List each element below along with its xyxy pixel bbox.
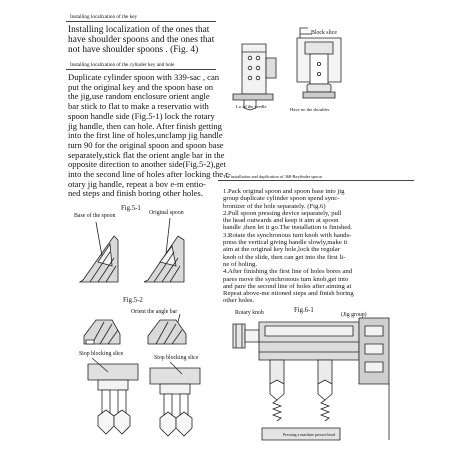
fig-5-1-title: Fig.5-1 (121, 205, 141, 212)
stop-blocking-left-label: Stop blocking slice (79, 351, 124, 357)
rotary-knob-label: Rotary knob (235, 310, 264, 316)
jig-group-label: (Jig group) (341, 312, 367, 318)
jig-machine (233, 318, 389, 440)
key-localization-text: Installing localization of the ones that have shoulder spoons and the ones that not have shoulder spoons . (Fig. 4) (68, 25, 215, 56)
fig-5-2-title: Fig.5-2 (123, 297, 143, 304)
duplication-heading: The installation and duplication of 368-Reyfinder spoon (223, 174, 322, 179)
fig-6-1-title: Fig.6-1 (294, 307, 314, 314)
base-of-spoon-label: Base of the spoon (74, 213, 116, 219)
duplication-text: 1.Pack original spoon and spoon base into jig group duplicate cylinder spoon spend sync- bronizer of the hole separately. (Fig.6) 2.Pull spoon pressing device separately, pull the head outwards and keep it aim at spoon handle ,then let it go.The installation is finished. 3.Rotate the synchronous turn knob with hands- press the vertical giving handle slowly,make it aim at the original key hole,lock the regular knob of the slide, then can get into the first li- ne of holing. 4.After finishing the first line of holes bores and pares move the synchronous turn knob,get into and pare the second line of holes after aiming at Repeat above-me ntioned steps and finish boring other holes. (223, 188, 354, 305)
block-slice-label: Block slice (311, 30, 337, 36)
orient-angle-bar-label: Orient the angle bar (131, 309, 178, 315)
key-localization-heading: Installing localization of the key (70, 14, 138, 20)
stop-blocking-right-label: Stop blocking slice (154, 355, 199, 361)
original-spoon-label: Original spoon (149, 210, 184, 216)
cylinder-text: Duplicate cylinder spoon with 339-sac , can put the original key and the spoon base on the jig,use random enclosure orient angle bar stick to flat to make a reservatio with spoon handle side (Fig.5-1) lock the rotary jig handle, then can hole. After finish getting into the first line of holes,unclamp jig handle turn 90 for the original spoon and spoon base separately,stick flat the orient angle bar in the opposite direction to another side(Fig.5-2),get into the second line of holes after locking the r- otary jig handle, repeat a bov e-m entio- ned steps and finish boring other holes. (68, 72, 231, 199)
cylinder-heading: Installing localization of the cylinder key and hole (70, 62, 175, 68)
rotary-knob (233, 324, 245, 348)
pressing-head-label: Pressing a machine presses head (283, 432, 335, 437)
load-needle-caption: Lo ad the needle (236, 104, 267, 109)
no-shoulder-caption: Have no the shoulder (290, 107, 330, 112)
